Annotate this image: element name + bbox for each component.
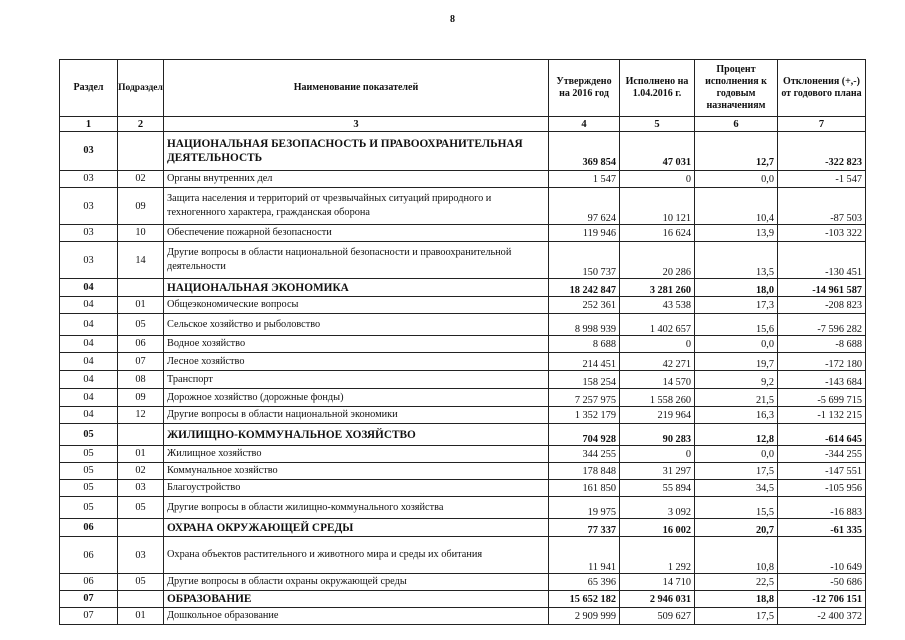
percent-cell: 10,4 (695, 188, 778, 225)
table-row (60, 574, 866, 591)
deviation-cell: -7 596 282 (778, 314, 866, 336)
column-number: 5 (620, 117, 695, 132)
deviation-cell: -172 180 (778, 353, 866, 371)
approved-cell: 19 975 (549, 497, 620, 519)
table-row (60, 407, 866, 424)
percent-cell: 17,3 (695, 297, 778, 314)
executed-cell: 47 031 (620, 132, 695, 171)
percent-cell: 18,0 (695, 279, 778, 297)
razdel-cell: 07 (60, 591, 118, 608)
deviation-cell: -105 956 (778, 480, 866, 497)
table-row (60, 446, 866, 463)
deviation-cell: -322 823 (778, 132, 866, 171)
executed-cell: 43 538 (620, 297, 695, 314)
table-row (60, 314, 866, 336)
percent-cell: 17,5 (695, 463, 778, 480)
deviation-cell: -12 706 151 (778, 591, 866, 608)
razdel-cell: 03 (60, 171, 118, 188)
approved-cell: 1 547 (549, 171, 620, 188)
table-row (60, 336, 866, 353)
section-row (60, 424, 866, 446)
table-row (60, 225, 866, 242)
percent-cell: 15,6 (695, 314, 778, 336)
executed-cell: 42 271 (620, 353, 695, 371)
razdel-cell: 06 (60, 574, 118, 591)
podrazdel-cell: 02 (118, 171, 164, 188)
table-row (60, 608, 866, 625)
razdel-cell: 04 (60, 407, 118, 424)
percent-cell: 15,5 (695, 497, 778, 519)
approved-cell: 704 928 (549, 424, 620, 446)
razdel-cell: 03 (60, 188, 118, 225)
approved-cell: 119 946 (549, 225, 620, 242)
column-number-row (60, 117, 866, 132)
table-row (60, 188, 866, 225)
razdel-cell: 04 (60, 353, 118, 371)
name-cell: ОБРАЗОВАНИЕ (164, 591, 549, 608)
section-row (60, 279, 866, 297)
podrazdel-cell: 03 (118, 537, 164, 574)
approved-cell: 252 361 (549, 297, 620, 314)
razdel-cell: 04 (60, 371, 118, 389)
podrazdel-cell (118, 132, 164, 171)
name-cell: Лесное хозяйство (164, 353, 549, 371)
deviation-cell: -1 132 215 (778, 407, 866, 424)
deviation-cell: -50 686 (778, 574, 866, 591)
column-number: 2 (118, 117, 164, 132)
podrazdel-cell: 09 (118, 188, 164, 225)
name-cell: Другие вопросы в области жилищно-коммунального хозяйства (164, 497, 549, 519)
deviation-cell: -5 699 715 (778, 389, 866, 407)
podrazdel-cell (118, 424, 164, 446)
executed-cell: 0 (620, 446, 695, 463)
name-cell: Другие вопросы в области национальной экономики (164, 407, 549, 424)
approved-cell: 18 242 847 (549, 279, 620, 297)
executed-cell: 14 710 (620, 574, 695, 591)
razdel-cell: 03 (60, 225, 118, 242)
executed-cell: 2 946 031 (620, 591, 695, 608)
budget-table (59, 59, 866, 625)
deviation-cell: -16 883 (778, 497, 866, 519)
table-row (60, 242, 866, 279)
approved-cell: 369 854 (549, 132, 620, 171)
approved-cell: 11 941 (549, 537, 620, 574)
executed-cell: 1 558 260 (620, 389, 695, 407)
podrazdel-cell: 01 (118, 446, 164, 463)
podrazdel-cell: 02 (118, 463, 164, 480)
razdel-cell: 04 (60, 279, 118, 297)
name-cell: Транспорт (164, 371, 549, 389)
percent-cell: 0,0 (695, 171, 778, 188)
name-cell: Общеэкономические вопросы (164, 297, 549, 314)
approved-cell: 2 909 999 (549, 608, 620, 625)
percent-cell: 12,7 (695, 132, 778, 171)
approved-cell: 1 352 179 (549, 407, 620, 424)
table-row (60, 297, 866, 314)
name-cell: Благоустройство (164, 480, 549, 497)
column-number: 3 (164, 117, 549, 132)
percent-cell: 22,5 (695, 574, 778, 591)
razdel-cell: 05 (60, 497, 118, 519)
podrazdel-cell: 07 (118, 353, 164, 371)
razdel-cell: 05 (60, 446, 118, 463)
percent-cell: 19,7 (695, 353, 778, 371)
name-cell: ОХРАНА ОКРУЖАЮЩЕЙ СРЕДЫ (164, 519, 549, 537)
executed-cell: 10 121 (620, 188, 695, 225)
percent-cell: 12,8 (695, 424, 778, 446)
page-number: 8 (450, 14, 455, 25)
percent-cell: 17,5 (695, 608, 778, 625)
name-cell: Коммунальное хозяйство (164, 463, 549, 480)
executed-cell: 16 624 (620, 225, 695, 242)
executed-cell: 16 002 (620, 519, 695, 537)
approved-cell: 7 257 975 (549, 389, 620, 407)
col-header-approved: Утверждено на 2016 год (549, 60, 620, 117)
name-cell: Жилищное хозяйство (164, 446, 549, 463)
podrazdel-cell: 10 (118, 225, 164, 242)
podrazdel-cell (118, 519, 164, 537)
podrazdel-cell: 09 (118, 389, 164, 407)
approved-cell: 161 850 (549, 480, 620, 497)
executed-cell: 1 402 657 (620, 314, 695, 336)
col-header-name: Наименование показателей (164, 60, 549, 117)
approved-cell: 178 848 (549, 463, 620, 480)
podrazdel-cell: 08 (118, 371, 164, 389)
table-row (60, 463, 866, 480)
col-header-razdel: Раздел (60, 60, 118, 117)
razdel-cell: 05 (60, 463, 118, 480)
razdel-cell: 03 (60, 132, 118, 171)
name-cell: Органы внутренних дел (164, 171, 549, 188)
deviation-cell: -1 547 (778, 171, 866, 188)
executed-cell: 14 570 (620, 371, 695, 389)
name-cell: Другие вопросы в области охраны окружающей среды (164, 574, 549, 591)
podrazdel-cell: 01 (118, 608, 164, 625)
column-number: 6 (695, 117, 778, 132)
name-cell: Дорожное хозяйство (дорожные фонды) (164, 389, 549, 407)
deviation-cell: -614 645 (778, 424, 866, 446)
approved-cell: 77 337 (549, 519, 620, 537)
percent-cell: 0,0 (695, 336, 778, 353)
approved-cell: 15 652 182 (549, 591, 620, 608)
podrazdel-cell (118, 591, 164, 608)
deviation-cell: -103 322 (778, 225, 866, 242)
podrazdel-cell: 06 (118, 336, 164, 353)
table-row (60, 537, 866, 574)
name-cell: Сельское хозяйство и рыболовство (164, 314, 549, 336)
deviation-cell: -143 684 (778, 371, 866, 389)
table-row (60, 171, 866, 188)
percent-cell: 13,9 (695, 225, 778, 242)
approved-cell: 8 688 (549, 336, 620, 353)
approved-cell: 97 624 (549, 188, 620, 225)
razdel-cell: 07 (60, 608, 118, 625)
executed-cell: 31 297 (620, 463, 695, 480)
col-header-podrazdel: Подраздел (118, 60, 164, 117)
percent-cell: 16,3 (695, 407, 778, 424)
razdel-cell: 04 (60, 389, 118, 407)
section-row (60, 519, 866, 537)
podrazdel-cell: 03 (118, 480, 164, 497)
approved-cell: 8 998 939 (549, 314, 620, 336)
executed-cell: 1 292 (620, 537, 695, 574)
percent-cell: 18,8 (695, 591, 778, 608)
section-row (60, 132, 866, 171)
column-number: 7 (778, 117, 866, 132)
table-row (60, 371, 866, 389)
razdel-cell: 04 (60, 297, 118, 314)
executed-cell: 3 092 (620, 497, 695, 519)
name-cell: Обеспечение пожарной безопасности (164, 225, 549, 242)
podrazdel-cell: 12 (118, 407, 164, 424)
name-cell: НАЦИОНАЛЬНАЯ ЭКОНОМИКА (164, 279, 549, 297)
deviation-cell: -61 335 (778, 519, 866, 537)
percent-cell: 9,2 (695, 371, 778, 389)
col-header-executed: Исполнено на 1.04.2016 г. (620, 60, 695, 117)
executed-cell: 55 894 (620, 480, 695, 497)
approved-cell: 65 396 (549, 574, 620, 591)
deviation-cell: -8 688 (778, 336, 866, 353)
approved-cell: 158 254 (549, 371, 620, 389)
table-row (60, 480, 866, 497)
podrazdel-cell: 14 (118, 242, 164, 279)
deviation-cell: -14 961 587 (778, 279, 866, 297)
deviation-cell: -130 451 (778, 242, 866, 279)
table-row (60, 353, 866, 371)
razdel-cell: 03 (60, 242, 118, 279)
podrazdel-cell: 01 (118, 297, 164, 314)
table-row (60, 497, 866, 519)
executed-cell: 0 (620, 336, 695, 353)
razdel-cell: 06 (60, 519, 118, 537)
executed-cell: 219 964 (620, 407, 695, 424)
razdel-cell: 05 (60, 480, 118, 497)
header-row (60, 60, 866, 117)
name-cell: НАЦИОНАЛЬНАЯ БЕЗОПАСНОСТЬ И ПРАВООХРАНИТЕЛЬНАЯ ДЕЯТЕЛЬНОСТЬ (164, 132, 549, 171)
col-header-deviation: Отклонения (+,-) от годового плана (778, 60, 866, 117)
razdel-cell: 04 (60, 314, 118, 336)
razdel-cell: 06 (60, 537, 118, 574)
approved-cell: 150 737 (549, 242, 620, 279)
podrazdel-cell: 05 (118, 574, 164, 591)
percent-cell: 10,8 (695, 537, 778, 574)
percent-cell: 21,5 (695, 389, 778, 407)
executed-cell: 0 (620, 171, 695, 188)
executed-cell: 509 627 (620, 608, 695, 625)
deviation-cell: -2 400 372 (778, 608, 866, 625)
col-header-percent: Процент исполнения к годовым назначениям (695, 60, 778, 117)
name-cell: Другие вопросы в области национальной безопасности и правоохранительной деятельности (164, 242, 549, 279)
name-cell: Защита населения и территорий от чрезвычайных ситуаций природного и техногенного характера, гражданская оборона (164, 188, 549, 225)
approved-cell: 214 451 (549, 353, 620, 371)
executed-cell: 20 286 (620, 242, 695, 279)
percent-cell: 13,5 (695, 242, 778, 279)
deviation-cell: -147 551 (778, 463, 866, 480)
name-cell: Водное хозяйство (164, 336, 549, 353)
razdel-cell: 04 (60, 336, 118, 353)
name-cell: Охрана объектов растительного и животного мира и среды их обитания (164, 537, 549, 574)
percent-cell: 20,7 (695, 519, 778, 537)
approved-cell: 344 255 (549, 446, 620, 463)
executed-cell: 90 283 (620, 424, 695, 446)
name-cell: Дошкольное образование (164, 608, 549, 625)
deviation-cell: -344 255 (778, 446, 866, 463)
deviation-cell: -10 649 (778, 537, 866, 574)
column-number: 1 (60, 117, 118, 132)
podrazdel-cell: 05 (118, 314, 164, 336)
section-row (60, 591, 866, 608)
percent-cell: 34,5 (695, 480, 778, 497)
name-cell: ЖИЛИЩНО-КОММУНАЛЬНОЕ ХОЗЯЙСТВО (164, 424, 549, 446)
podrazdel-cell: 05 (118, 497, 164, 519)
percent-cell: 0,0 (695, 446, 778, 463)
executed-cell: 3 281 260 (620, 279, 695, 297)
table-row (60, 389, 866, 407)
podrazdel-cell (118, 279, 164, 297)
deviation-cell: -208 823 (778, 297, 866, 314)
razdel-cell: 05 (60, 424, 118, 446)
column-number: 4 (549, 117, 620, 132)
deviation-cell: -87 503 (778, 188, 866, 225)
